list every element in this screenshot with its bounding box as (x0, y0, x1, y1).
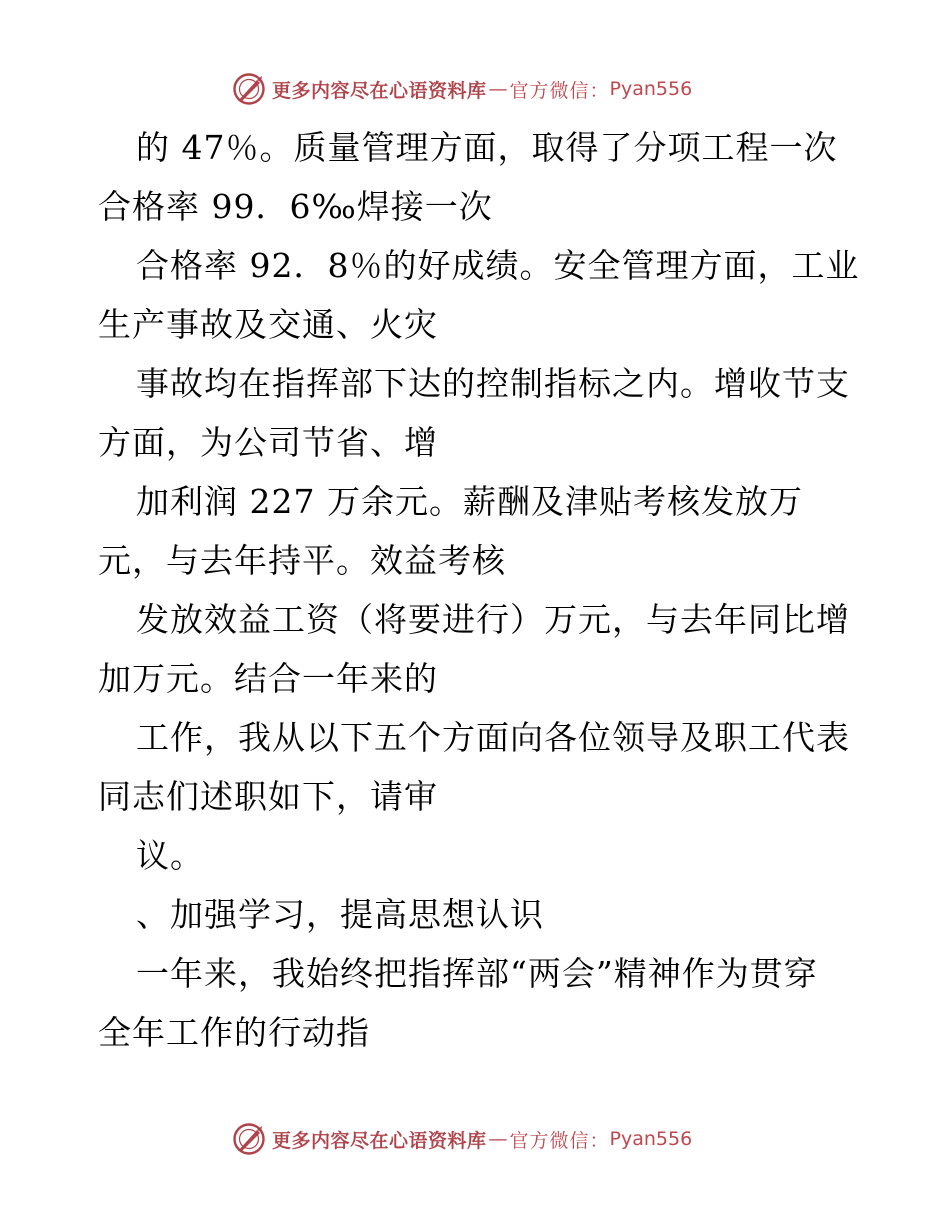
banner-title: 更多内容尽在心语资料库 (272, 79, 487, 102)
header-banner (232, 72, 692, 106)
body-line: 元，与去年持平。效益考核 (98, 541, 506, 580)
body-line: 合格率 92．8％的好成绩。安全管理方面，工业 (136, 246, 860, 285)
body-line: 合格率 99．6‰焊接一次 (98, 187, 493, 226)
body-line: 生产事故及交通、火灾 (98, 305, 438, 344)
body-text (98, 118, 858, 1062)
body-line: 加万元。结合一年来的 (98, 659, 438, 698)
quill-pen-logo-icon (232, 1122, 266, 1156)
section-heading: 、加强学习，提高思想认识 (136, 895, 544, 934)
body-line: 的 47％。质量管理方面，取得了分项工程一次 (136, 128, 838, 167)
banner-dash: — (488, 78, 508, 100)
body-line: 议。 (136, 836, 204, 875)
body-line: 全年工作的行动指 (98, 1013, 370, 1052)
body-line: 工作，我从以下五个方面向各位领导及职工代表 (136, 718, 850, 757)
body-line: 事故均在指挥部下达的控制指标之内。增收节支 (136, 364, 850, 403)
banner-wechat-label: 官方微信： (509, 79, 610, 102)
quill-pen-logo-icon (232, 72, 266, 106)
banner-dash: — (488, 1128, 508, 1150)
body-line: 方面，为公司节省、增 (98, 423, 438, 462)
body-line: 加利润 227 万余元。薪酬及津贴考核发放万 (136, 482, 803, 521)
body-line: 一年来，我始终把指挥部“两会”精神作为贯穿 (136, 954, 818, 993)
banner-title: 更多内容尽在心语资料库 (272, 1129, 487, 1152)
body-line: 发放效益工资（将要进行）万元，与去年同比增 (136, 600, 850, 639)
body-line: 同志们述职如下，请审 (98, 777, 438, 816)
banner-wechat-label: 官方微信： (509, 1129, 610, 1152)
footer-banner (232, 1122, 692, 1156)
banner-wechat-id: Pyan556 (609, 78, 693, 100)
banner-wechat-id: Pyan556 (609, 1128, 693, 1150)
